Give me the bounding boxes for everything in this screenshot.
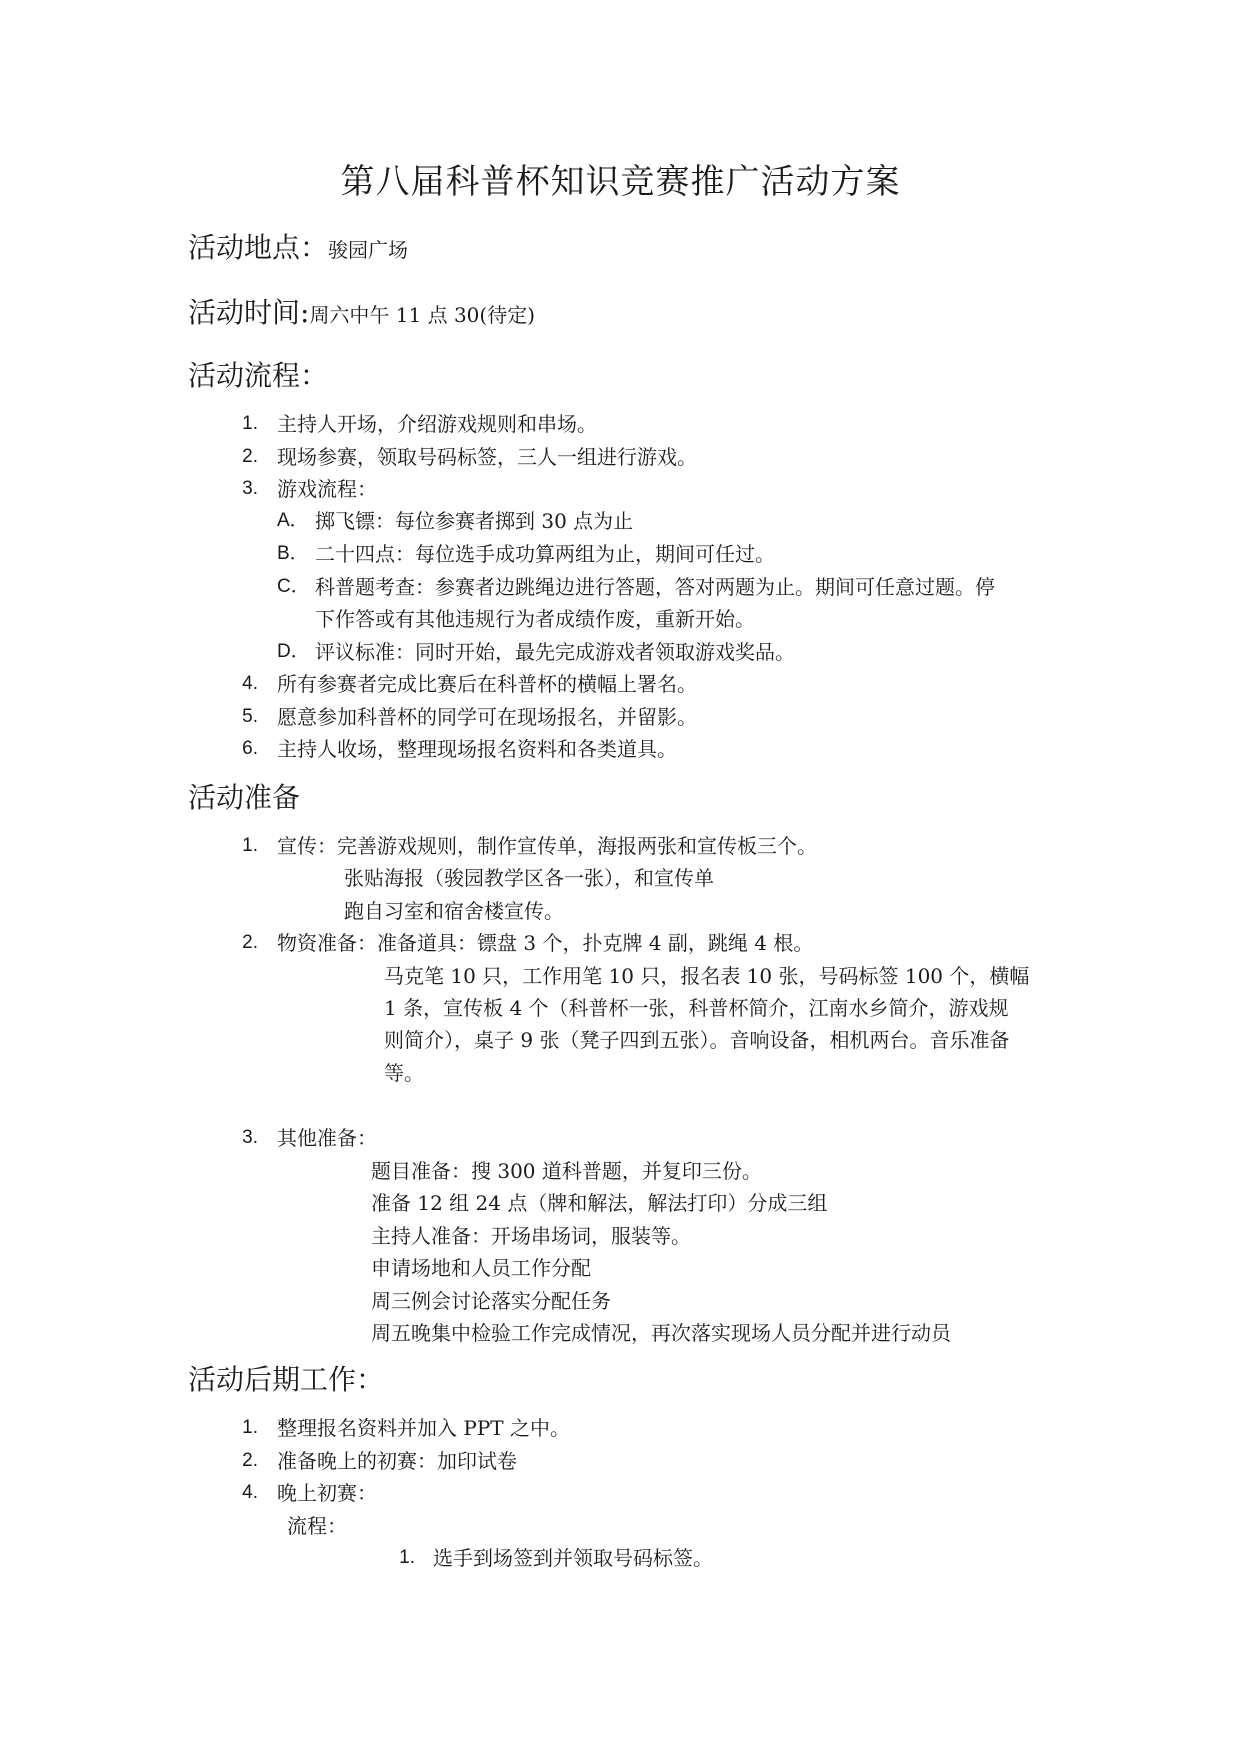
list-number: 1. (399, 1547, 415, 1568)
list-item: 所有参赛者完成比赛后在科普杯的横幅上署名。 (277, 672, 697, 696)
sub-list-item-continuation: 下作答或有其他违规行为者成绩作废，重新开始。 (315, 607, 755, 631)
post-heading: 活动后期工作： (188, 1363, 385, 1396)
list-item-continuation: 题目准备：搜 300 道科普题，并复印三份。 (371, 1159, 762, 1183)
list-number: 3. (242, 478, 258, 499)
prep-heading: 活动准备 (188, 781, 301, 814)
list-number: 4. (242, 1482, 258, 1503)
list-item-continuation: 准备 12 组 24 点（牌和解法，解法打印）分成三组 (371, 1191, 828, 1215)
location-label: 活动地点： (188, 231, 329, 264)
time-value: 周六中午 11 点 30(待定) (309, 303, 536, 327)
list-number: 2. (242, 932, 258, 953)
list-item: 其他准备： (277, 1126, 377, 1150)
list-number: 2. (242, 1450, 258, 1471)
sub-list-marker: B． (277, 543, 309, 564)
list-item-continuation: 则简介），桌子 9 张（凳子四到五张）。音响设备，相机两台。音乐准备 (384, 1028, 1010, 1052)
location-value: 骏园广场 (328, 238, 409, 262)
list-item: 整理报名资料并加入 PPT 之中。 (277, 1416, 570, 1440)
list-item: 晚上初赛： (277, 1481, 377, 1505)
sub-list-item: 评议标准：同时开始，最先完成游戏者领取游戏奖品。 (315, 640, 795, 664)
list-item: 游戏流程： (277, 477, 377, 501)
sub-list-marker: D． (277, 641, 310, 662)
list-number: 6. (242, 738, 258, 759)
list-number: 2. (242, 446, 258, 467)
list-number: 1. (242, 1417, 258, 1438)
list-item: 主持人开场，介绍游戏规则和串场。 (277, 412, 597, 436)
list-item: 愿意参加科普杯的同学可在现场报名，并留影。 (277, 705, 697, 729)
list-item: 准备晚上的初赛：加印试卷 (277, 1449, 517, 1473)
list-item-continuation: 跑自习室和宿舍楼宣传。 (344, 899, 564, 923)
time-line (188, 295, 535, 333)
time-label: 活动时间: (188, 296, 310, 329)
sub-list-item: 掷飞镖：每位参赛者掷到 30 点为止 (315, 509, 634, 533)
document-title: 第八届科普杯知识竞赛推广活动方案 (340, 162, 901, 202)
list-item: 现场参赛，领取号码标签，三人一组进行游戏。 (277, 445, 697, 469)
list-item: 物资准备：准备道具：镖盘 3 个，扑克牌 4 副，跳绳 4 根。 (277, 931, 814, 955)
sub-list-marker: A． (277, 510, 309, 531)
list-item-continuation: 申请场地和人员工作分配 (371, 1256, 591, 1280)
list-number: 3. (242, 1127, 258, 1148)
list-item-continuation: 等。 (384, 1061, 424, 1085)
list-item-continuation: 1 条，宣传板 4 个（科普杯一张，科普杯简介，江南水乡简介，游戏规 (384, 996, 1009, 1020)
list-item: 宣传：完善游戏规则，制作宣传单，海报两张和宣传板三个。 (277, 834, 817, 858)
list-item-continuation: 周五晚集中检验工作完成情况，再次落实现场人员分配并进行动员 (371, 1321, 951, 1345)
list-number: 1. (242, 413, 258, 434)
list-item-continuation: 主持人准备：开场串场词，服装等。 (371, 1224, 691, 1248)
sub-list-item: 二十四点：每位选手成功算两组为止，期间可任过。 (315, 542, 775, 566)
process-heading: 活动流程： (188, 359, 329, 392)
list-item-continuation: 张贴海报（骏园教学区各一张），和宣传单 (344, 866, 714, 890)
flow-label: 流程： (287, 1514, 347, 1538)
list-item-continuation: 周三例会讨论落实分配任务 (371, 1289, 611, 1313)
list-item: 主持人收场，整理现场报名资料和各类道具。 (277, 737, 677, 761)
location-line (188, 230, 408, 268)
list-item: 选手到场签到并领取号码标签。 (433, 1546, 713, 1570)
list-number: 1. (242, 835, 258, 856)
list-item-continuation: 马克笔 10 只，工作用笔 10 只，报名表 10 张，号码标签 100 个，横幅 (384, 964, 1030, 988)
sub-list-marker: C． (277, 576, 310, 597)
list-number: 5. (242, 706, 258, 727)
list-number: 4. (242, 673, 258, 694)
sub-list-item: 科普题考查：参赛者边跳绳边进行答题，答对两题为止。期间可任意过题。停 (315, 575, 995, 599)
